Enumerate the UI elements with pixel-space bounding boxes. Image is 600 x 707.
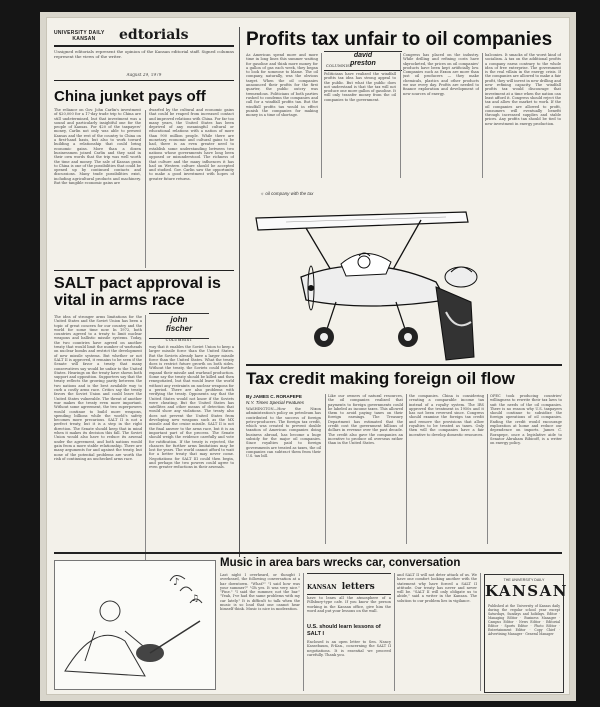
bottom-section-rule: [54, 552, 562, 554]
profits-col-rule-3: [482, 53, 483, 178]
china-col-rule: [145, 110, 146, 268]
profits-article: [246, 29, 562, 126]
left-divider: [54, 270, 234, 271]
profits-body-col2: Politicians have realized the windfall profits tax idea has strong appeal to the public. But what the public does not understand is that the tax will not produce one more gallon of gasoline. It will only transfer money from the oil companies to the government.: [324, 72, 396, 102]
music-lead: Last night I overheard, or thought I overheard, the following conversation at a bar downtown.: [220, 573, 300, 586]
music-headline: Music in area bars wrecks car, conversation: [220, 557, 461, 569]
masthead-title: KANSAN: [485, 582, 568, 600]
china-body-col1: The reliance on Gov. John Carlin's investment of $20,000 for a 17-day trade trip to China are still undetermined, but that investment was a sound and particularly insightful one for the people of Kansas. For $20 of the taxpayers' money, Carlin not only was able to present Kansas and the rest of the country to China on a first-hand basis, but also to work toward building a relationship that could bring economic gains. More than a dozen businessmen joined Carlin and they said in their own words that the trip was well worth the time and money. The sale of Kansas grain to China is one of the possibilities that could be opened up by continued contacts and discussions. Many trade possibilities exist, including agricultural products and machinery. But the tangible economic gains are: [54, 108, 141, 186]
tax-body-col4: OPEC took producing countries' willingness to rewrite their tax laws to suit the needs of the oil companies. There is no reason why U.S. taxpayers should continue to subsidize the foreign operations of oil companies. Ending the credit would encourage exploration at home and reduce our dependence on imports. James C. Rorapepe, once a legislative aide to Senator Abraham Ribicoff, is a writer on energy policy.: [490, 394, 562, 446]
salt-columnist-name: john: [170, 315, 188, 324]
newspaper-page: [46, 17, 570, 695]
china-headline: China junket pays off: [54, 88, 206, 105]
letters-headline: U.S. should learn lessons of SALT I: [307, 624, 381, 637]
flag-kicker-line1: UNIVERSITY DAILY: [54, 30, 105, 36]
profits-columnist-surname: preston: [350, 60, 376, 67]
tax-col-rule-2: [406, 394, 407, 544]
tax-col-rule-3: [487, 394, 488, 544]
salt-article: [54, 275, 234, 470]
tax-body-col3: the companies. China is considering creating a comparable income tax instead of a royalty system. The IRS approved the treatment in 1950s and it has not been reversed since. Congress should examine the foreign tax credit and remove the provisions that allow royalties to be treated as taxes. Only then will the companies have a fair incentive to develop domestic resources.: [409, 394, 484, 437]
music-body-col1: Last night I overheard, or thought I overheard, the following conversation at a bar downtown. "What?" "I said how was your summer?" "Oh yes. It was very nice." "Fine." "I said the summer, not the bar." "Yeah, I've had the same problems with my car lately." It is difficult to talk when the music is so loud that one cannot hear himself think. Music is nice in moderation.: [220, 573, 300, 612]
svg-text:☼ oil company with the tax: ☼ oil company with the tax: [260, 191, 314, 196]
profits-col-rule-2: [400, 53, 401, 178]
tax-body-col1: WASHINGTON—How the Nixon administration's policy on petroleum has contributed to the success of foreign petro-producers. The foreign tax credit, which was created to prevent double taxation of American companies doing business abroad, has become a huge subsidy for the major oil companies. Since royalties paid to foreign governments are treated as taxes, the oil companies can subtract them from their U.S. tax bill.: [246, 407, 321, 459]
flag-kicker: [54, 30, 114, 42]
guitar-player-icon: [55, 561, 215, 689]
profits-headline: Profits tax unfair to oil companies: [246, 29, 553, 50]
tax-col-rule-1: [325, 394, 326, 544]
letters-flag-prefix: KANSAN: [307, 584, 337, 591]
salt-headline: SALT pact approval is vital in arms race: [54, 275, 221, 309]
salt-body-col1: The idea of stronger arms limitations for the United States and the Soviet Union has been a topic of great concern for our country and the world for some time now. In 1972, both countries agreed to a treaty to limit nuclear weapons and ballistic missile systems. Today, the two countries have agreed on another treaty that would limit the number of warheads on nuclear bombs and restrict the development of new missile systems. But whether or not SALT II is approved, it remains to be seen if the Senate will favor a treaty that many conservatives say would be unfair to the United States. Hearings on the treaty have shown both support and opposition. Supporters say that the treaty reflects the growing parity between the two nations and is the best available way to curb a costly arms race. Critics say the treaty favors the Soviet Union and could leave the United States vulnerable. The threat of another war makes the treaty even more important. Without some agreement, the two superpowers would continue to build more weapons, spending billions while the world's safety becomes more precarious. SALT II is not a perfect treaty, but it is a step in the right direction. The Senate should keep that in mind when it makes its decision this fall. The Soviet Union would also have to reduce its arsenal under the agreement, and both nations would gain from a more stable relationship. There are many arguments for and against the treaty, but none of the potential problems are worth the risk of continuing an unchecked arms race.: [54, 315, 142, 461]
airplane-cartoon-icon: [246, 182, 482, 362]
salt-lead: The idea of stronger arms limitations for the United States and the Soviet Union has been a topic of great concern for our country and the world for some time now.: [54, 315, 142, 332]
profits-columnist-box: [324, 51, 402, 71]
svg-text:♪: ♪: [173, 577, 180, 588]
editorial-cartoon: [246, 182, 482, 362]
salt-body-col2: way that it enables the Soviet Union to keep a larger missile force than the United States. But the Soviets already have a larger missile force than the United States. What the treaty does is restrict future growth on both sides. Without the treaty, the Soviets could further expand their missile and warhead production. Some say the treaty should be killed and then renegotiated, but that would leave the world without any restraints on nuclear weapons for a period. There are also problems with verifying the treaty. Opponents say that the United States would not know if the Soviets were cheating. But the United States has satellites and other means of detection that would show any violations. The treaty also does not prevent the United States from developing new weapons such as the MX missile and the cruise missile. SALT II is not the final answer to the arms race, but it is an important part of the process. The Senate should weigh the evidence carefully and vote for ratification. If the treaty is rejected, the chances for further arms limitations may be lost for years. The world cannot afford to wait for a better treaty that may never come. Negotiations for SALT III could then begin, and perhaps the two powers could agree to even greater reductions in their arsenals.: [149, 345, 234, 470]
profits-body-col4: balconies. It smacks of the worst kind of socialism. A tax on the additional profits a company earns contrary to the whole idea of free enterprise. The government is the real villain in the energy crisis. If the companies are allowed to make a fair profit, they will invest in new drilling and new refining capacity. The windfall profits tax would discourage that investment at a time when the nation can least afford it. Congress should reject the tax and allow the market to work. If the oil companies are allowed to profit, consumers will eventually benefit through increased supplies and stable prices. Any profits tax should be tied to new investment in energy production.: [485, 53, 561, 126]
flag-bottom-rule: [54, 80, 234, 81]
letters-body: Enclosed is an open letter to Sen. Nancy Kassebaum, R-Kan., concerning the SALT II negotiations. It is essential we proceed carefully. Thank you.: [307, 640, 391, 657]
tax-byline: By JAMES C. RORAPEPE: [246, 394, 302, 399]
svg-text:♫: ♫: [191, 594, 200, 604]
tax-byline-role: N.Y. Times Special Features: [246, 400, 304, 405]
letters-flag: [307, 573, 391, 595]
profits-columnist-role: COLUMNIST: [326, 64, 353, 68]
tax-headline: Tax credit making foreign oil flow: [246, 369, 515, 388]
flag-name: edtorials: [119, 27, 189, 43]
music-illustration: [54, 560, 216, 690]
profits-body-col3: Congress has placed on the industry. While drilling and refining costs have skyrocketed, the prices on oil companies' products have been kept artificially low. Companies such as Exxon are more than just oil producers — they make chemicals, plastics and other products we use every day. Profits are needed to finance exploration and development of new sources of energy.: [403, 53, 479, 96]
music-col-rule-3: [480, 573, 481, 691]
flag-kicker-line2: KANSAN: [72, 36, 96, 42]
letters-flag-word: letters: [341, 582, 375, 592]
salt-columnist-role: COLUMNIST: [165, 338, 193, 342]
flag-date: August 29, 1979: [126, 73, 162, 77]
masthead-box: [484, 574, 568, 693]
music-col-rule-1: [303, 573, 304, 691]
china-article: [54, 88, 234, 186]
china-lead: The reliance on Gov. John Carlin's investment of $20,000 for a 17-day trade trip to China are still undetermined, but that investment was a sound and particularly insightful one for the people of Kansas.: [54, 108, 141, 130]
masthead-staff: Published at the University of Kansas daily during the regular school year except Saturdays, Sundays and holidays. Editor · Managing Editor · Business Manager · Campus Editor · News Editor · Editorial Editor · Sports Editor · Photo Editor · Entertainment Editor · Copy Chief · Advertising Manager · General Manager: [488, 604, 560, 636]
profits-columnist-name: david: [353, 52, 373, 59]
salt-columnist-surname: fischer: [165, 324, 193, 333]
music-col-rule-2: [394, 573, 395, 691]
letters-body-col2: and SALT II will not deter attack of us. We have one comfort looking another with the statement why have forced a SALT II attitude. Our treaty has never and never will be. "SALT II will only obligate us to abide," said a writer in the Kansan. The solution to our problem lies in vigilance.: [397, 573, 477, 603]
profits-lead: As American spend more and more time in long lines this summer waiting for gasoline and think more money for a gallon of gas each week, they began to look for someone to blame.: [246, 53, 318, 75]
salt-columnist-box: [149, 313, 209, 339]
profits-body-col1: As American spend more and more time in long lines this summer waiting for gasoline and think more money for a gallon of gas each week, they began to look for someone to blame. The oil company, naturally, was the obvious target. When the oil companies announced their profits for the first quarter, the public outcry was tremendous. Politicians of both parties rushed to condemn the companies and call for a windfall profits tax. But the windfall profits tax would in effect punish the companies for making money in a time of shortage.: [246, 53, 318, 118]
main-column-rule: [239, 27, 240, 557]
tax-lead: WASHINGTON—How the Nixon administration's policy on petroleum has contributed to the success of foreign petro-producers.: [246, 407, 321, 424]
tax-article: [246, 369, 562, 459]
flag-note: Unsigned editorials represent the opinion of the Kansan editorial staff. Signed columns represent the views of the writer.: [54, 49, 234, 59]
flag-rule: [54, 45, 234, 47]
letters-intro: have to learn all the atmosphere of a Pillsbury-type cafe. If you know the person working in the Kansan office, give him the word and put your lessons on the wall.: [307, 596, 391, 613]
cartoon-divider: [246, 364, 562, 366]
masthead-subtitle: THE UNIVERSITY DAILY: [503, 578, 545, 582]
china-body-col2: dwarfed by the cultural and economic gains that could be reaped from increased contact and improved relations with China. For far too many years, the United States has been deprived of any meaningful cultural or educational relations with a nation of more than 900 million people. While there are monetary, economic and cultural gains to be had, there is an even greater need to establish some understanding between two nations whose governments have long been opposed or misunderstood. The richness of that culture and the many influences it has had on Western culture should be accepted and studied. Gov. Carlin saw the opportunity to make a good investment with hopes of greater future returns.: [149, 108, 234, 181]
profits-col-rule-1: [321, 53, 322, 178]
tax-body-col2: Like our owners of natural resources, the oil companies realized that payments to foreign governments could be labeled as income taxes. This allowed them to avoid paying taxes on their foreign earnings. The Treasury Department has estimated that the credit cost the government billions of dollars in revenue over the past decade. The credit also gave the companies an incentive to produce oil overseas rather than in the United States.: [328, 394, 403, 446]
